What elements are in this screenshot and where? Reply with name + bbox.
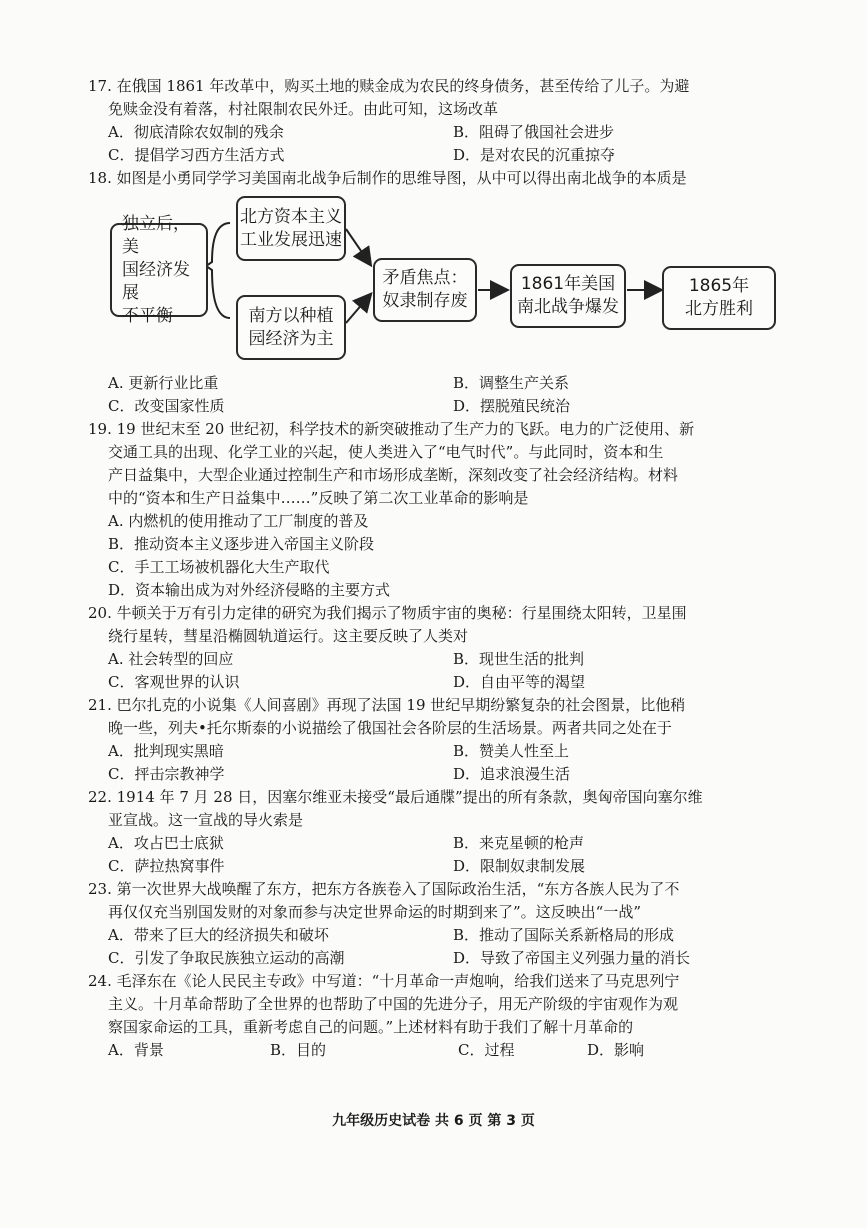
q19-option-c[interactable]: C．手工工场被机器化大生产取代 bbox=[108, 558, 330, 576]
q17-option-b[interactable]: B．阻碍了俄国社会进步 bbox=[453, 123, 615, 141]
q22-option-b[interactable]: B．来克星顿的枪声 bbox=[453, 834, 585, 852]
q23-option-d[interactable]: D．导致了帝国主义列强力量的消长 bbox=[453, 949, 691, 967]
q19-option-a[interactable]: A. 内燃机的使用推动了工厂制度的普及 bbox=[108, 512, 369, 530]
q20-option-b[interactable]: B．现世生活的批判 bbox=[453, 650, 585, 668]
question-19-line-4: 中的“资本和生产日益集中……”反映了第二次工业革命的影响是 bbox=[108, 489, 529, 507]
arrow-south-to-focus bbox=[346, 295, 370, 323]
question-22-line-1: 22. 1914 年 7 月 28 日，因塞尔维亚未接受“最后通牒”提出的所有条款，奥匈帝国向塞尔维 bbox=[88, 788, 703, 806]
mindmap-connectors bbox=[0, 0, 867, 400]
q19-option-d[interactable]: D．资本输出成为对外经济侵略的主要方式 bbox=[108, 581, 391, 599]
page-footer: 九年级历史试卷 共 6 页 第 3 页 bbox=[332, 1113, 535, 1129]
q24-option-c[interactable]: C．过程 bbox=[458, 1041, 515, 1059]
mindmap-result-box: 1865年 北方胜利 bbox=[662, 266, 776, 330]
q18-option-d[interactable]: D．摆脱殖民统治 bbox=[453, 397, 571, 415]
mindmap-brace bbox=[206, 223, 230, 318]
mindmap-north-box: 北方资本主义 工业发展迅速 bbox=[236, 196, 346, 261]
q22-option-a[interactable]: A．攻占巴士底狱 bbox=[108, 834, 224, 852]
mindmap-south-box: 南方以种植 园经济为主 bbox=[236, 295, 346, 360]
question-24-line-2: 主义。十月革命帮助了全世界的也帮助了中国的先进分子，用无产阶级的宇宙观作为观 bbox=[108, 995, 679, 1013]
question-18-line-1: 18. 如图是小勇同学学习美国南北战争后制作的思维导图，从中可以得出南北战争的本质是 bbox=[88, 169, 687, 187]
q20-option-a[interactable]: A. 社会转型的回应 bbox=[108, 650, 234, 668]
mindmap-root-box: 独立后，美 国经济发展 不平衡 bbox=[110, 223, 208, 317]
q24-option-d[interactable]: D．影响 bbox=[587, 1041, 645, 1059]
question-19-line-1: 19. 19 世纪末至 20 世纪初，科学技术的新突破推动了生产力的飞跃。电力的广泛使用、新 bbox=[88, 420, 695, 438]
q17-option-a[interactable]: A．彻底清除农奴制的残余 bbox=[108, 123, 284, 141]
q18-option-c[interactable]: C．改变国家性质 bbox=[108, 397, 225, 415]
question-22-line-2: 亚宣战。这一宣战的导火索是 bbox=[108, 811, 304, 829]
q23-option-a[interactable]: A．带来了巨大的经济损失和破坏 bbox=[108, 926, 329, 944]
question-19-line-2: 交通工具的出现、化学工业的兴起，使人类进入了“电气时代”。与此同时，资本和生 bbox=[108, 443, 664, 461]
q24-option-b[interactable]: B．目的 bbox=[270, 1041, 327, 1059]
question-23-line-1: 23. 第一次世界大战唤醒了东方，把东方各族卷入了国际政治生活，“东方各族人民为了不 bbox=[88, 880, 680, 898]
question-21-line-2: 晚一些，列夫•托尔斯泰的小说描绘了俄国社会各阶层的生活场景。两者共同之处在于 bbox=[108, 719, 672, 737]
q24-option-a[interactable]: A．背景 bbox=[108, 1041, 164, 1059]
q21-option-b[interactable]: B．赞美人性至上 bbox=[453, 742, 570, 760]
question-17-line-2: 免赎金没有着落，村社限制农民外迁。由此可知，这场改革 bbox=[108, 100, 499, 118]
question-24-line-3: 察国家命运的工具，重新考虑自己的问题。”上述材料有助于我们了解十月革命的 bbox=[108, 1018, 634, 1036]
mindmap-focus-box: 矛盾焦点： 奴隶制存废 bbox=[373, 258, 477, 322]
q21-option-a[interactable]: A．批判现实黑暗 bbox=[108, 742, 224, 760]
q17-option-d[interactable]: D．是对农民的沉重掠夺 bbox=[453, 146, 616, 164]
q19-option-b[interactable]: B．推动资本主义逐步进入帝国主义阶段 bbox=[108, 535, 375, 553]
question-20-line-1: 20. 牛顿关于万有引力定律的研究为我们揭示了物质宇宙的奥秘：行星围绕太阳转，卫星围 bbox=[88, 604, 687, 622]
question-19-line-3: 产日益集中，大型企业通过控制生产和市场形成垄断，深刻改变了社会经济结构。材料 bbox=[108, 466, 679, 484]
q23-option-c[interactable]: C．引发了争取民族独立运动的高潮 bbox=[108, 949, 345, 967]
question-17-line-1: 17. 在俄国 1861 年改革中，购买土地的赎金成为农民的终身债务，甚至传给了儿子。为避 bbox=[88, 77, 690, 95]
question-20-line-2: 绕行星转，彗星沿椭圆轨道运行。这主要反映了人类对 bbox=[108, 627, 469, 645]
q22-option-d[interactable]: D．限制奴隶制发展 bbox=[453, 857, 586, 875]
q20-option-d[interactable]: D．自由平等的渴望 bbox=[453, 673, 586, 691]
q18-option-b[interactable]: B．调整生产关系 bbox=[453, 374, 570, 392]
question-23-line-2: 再仅仅充当别国发财的对象而参与决定世界命运的时期到来了”。这反映出“一战” bbox=[108, 903, 642, 921]
mindmap-war-box: 1861年美国 南北战争爆发 bbox=[510, 264, 626, 328]
q18-option-a[interactable]: A. 更新行业比重 bbox=[108, 374, 219, 392]
q21-option-d[interactable]: D．追求浪漫生活 bbox=[453, 765, 571, 783]
q22-option-c[interactable]: C．萨拉热窝事件 bbox=[108, 857, 225, 875]
question-24-line-1: 24. 毛泽东在《论人民民主专政》中写道：“十月革命一声炮响，给我们送来了马克思列宁 bbox=[88, 972, 680, 990]
question-21-line-1: 21. 巴尔扎克的小说集《人间喜剧》再现了法国 19 世纪早期纷繁复杂的社会图景，比他稍 bbox=[88, 696, 686, 714]
q23-option-b[interactable]: B．推动了国际关系新格局的形成 bbox=[453, 926, 675, 944]
arrow-north-to-focus bbox=[346, 229, 370, 264]
q20-option-c[interactable]: C．客观世界的认识 bbox=[108, 673, 240, 691]
q17-option-c[interactable]: C．提倡学习西方生活方式 bbox=[108, 146, 285, 164]
q21-option-c[interactable]: C．抨击宗教神学 bbox=[108, 765, 225, 783]
